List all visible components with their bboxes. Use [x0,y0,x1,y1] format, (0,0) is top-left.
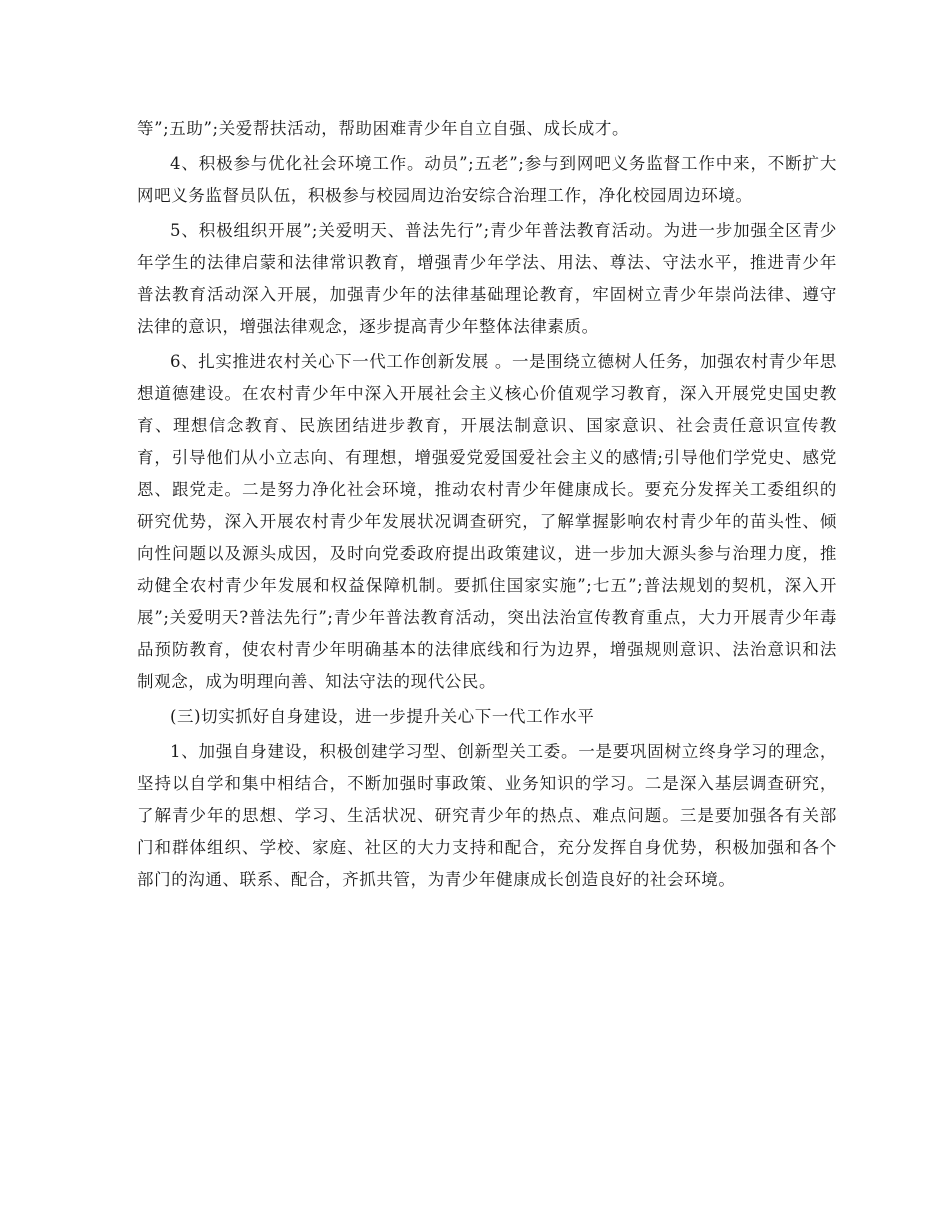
section-heading-3: (三)切实抓好自身建设，进一步提升关心下一代工作水平 [170,707,595,726]
document-body [137,113,837,899]
paragraph-item-4: 4、积极参与优化社会环境工作。动员”;五老”;参与到网吧义务监督工作中来，不断扩大网吧义务监督员队伍，积极参与校园周边治安综合治理工作，净化校园周边环境。 [137,154,837,205]
paragraph-item-5: 5、积极组织开展”;关爱明天、普法先行”;青少年普法教育活动。为进一步加强全区青少年学生的法律启蒙和法律常识教育，增强青少年学法、用法、尊法、守法水平，推进青少年普法教育活动深入开展，加强青少年的法律基础理论教育，牢固树立青少年崇尚法律、遵守法律的意识，增强法律观念，逐步提高青少年整体法律素质。 [137,221,837,336]
paragraph-item-1: 1、加强自身建设，积极创建学习型、创新型关工委。一是要巩固树立终身学习的理念，坚持以自学和集中相结合，不断加强时事政策、业务知识的学习。二是深入基层调查研究，了解青少年的思想、学习、生活状况、研究青少年的热点、难点问题。三是要加强各有关部门和群体组织、学校、家庭、社区的大力支持和配合，充分发挥自身优势，积极加强和各个部门的沟通、联系、配合，齐抓共管，为青少年健康成长创造良好的社会环境。 [137,742,837,889]
paragraph-item-6: 6、扎实推进农村关心下一代工作创新发展 。一是围绕立德树人任务，加强农村青少年思想道德建设。在农村青少年中深入开展社会主义核心价值观学习教育，深入开展党史国史教育、理想信念教育、民族团结进步教育，开展法制意识、国家意识、社会责任意识宣传教育，引导他们从小立志向、有理想，增强爱党爱国爱社会主义的感情;引导他们学党史、感党恩、跟党走。二是努力净化社会环境，推动农村青少年健康成长。要充分发挥关工委组织的研究优势，深入开展农村青少年发展状况调查研究，了解掌握影响农村青少年的苗头性、倾向性问题以及源头成因，及时向党委政府提出政策建议，进一步加大源头参与治理力度，推动健全农村青少年发展和权益保障机制。要抓住国家实施”;七五”;普法规划的契机，深入开展”;关爱明天?普法先行”;青少年普法教育活动，突出法治宣传教育重点，大力开展青少年毒品预防教育，使农村青少年明确基本的法律底线和行为边界，增强规则意识、法治意识和法制观念，成为明理向善、知法守法的现代公民。 [137,352,837,691]
paragraph-continuation: 等”;五助”;关爱帮扶活动，帮助困难青少年自立自强、成长成才。 [137,119,630,138]
